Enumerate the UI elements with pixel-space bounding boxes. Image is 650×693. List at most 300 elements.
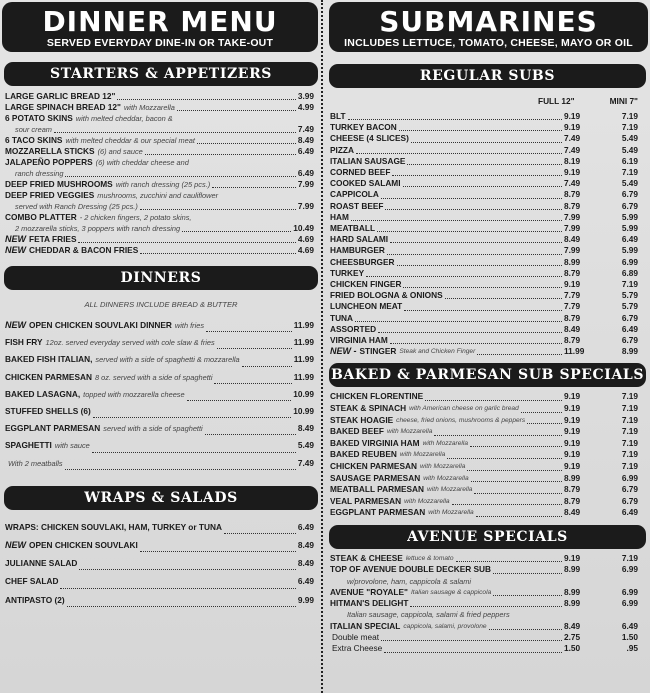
item-name: HITMAN'S DELIGHT [330, 598, 409, 609]
item-name: CHEDDAR & BACON FRIES [29, 245, 139, 255]
leader-dots [521, 403, 562, 413]
item-description: with Mozzarella [123, 103, 175, 112]
item-name: LARGE GARLIC BREAD 12" [5, 91, 116, 101]
submarines-column [325, 0, 650, 655]
item-name: TOP OF AVENUE DOUBLE DECKER SUB [330, 564, 492, 575]
item-name: CHICKEN FLORENTINE [330, 391, 424, 402]
item-name: EGGPLANT PARMESAN [5, 423, 101, 434]
price-mini: 6.49 [621, 507, 638, 518]
item-name: EGGPLANT PARMESAN [330, 507, 426, 518]
item-name: STINGER [359, 346, 397, 357]
price-full: 9.19 [564, 391, 581, 402]
price-mini: 1.50 [621, 632, 638, 643]
item-name: HAM [330, 211, 349, 222]
leader-dots [445, 290, 562, 299]
item-name: Extra Cheese [332, 643, 383, 654]
leader-dots [355, 313, 562, 322]
leader-dots [471, 473, 562, 483]
item-price: 7.99 [297, 179, 314, 189]
menu-item [0, 403, 322, 420]
leader-dots [467, 461, 562, 471]
leader-dots [403, 178, 562, 187]
menu-item [0, 102, 322, 113]
leader-dots [385, 201, 562, 210]
price-mini: .95 [626, 643, 638, 654]
price-full: 8.99 [564, 564, 581, 575]
wraps-list [0, 518, 322, 609]
leader-dots [348, 111, 562, 120]
price-full: 7.79 [564, 301, 581, 312]
leader-dots [411, 133, 562, 142]
dinners-note: ALL DINNERS INCLUDE BREAD & BUTTER [84, 300, 238, 309]
item-name: 6 POTATO SKINS [5, 113, 73, 123]
leader-dots [387, 245, 562, 254]
item-name: BAKED BEEF [330, 426, 384, 437]
leader-dots [407, 156, 562, 165]
dinner-subtitle: SERVED EVERYDAY DINE-IN OR TAKE-OUT [46, 37, 274, 49]
item-name: STEAK & CHEESE [330, 553, 403, 563]
price-full: 8.49 [564, 323, 581, 334]
price-full: 7.49 [564, 133, 581, 144]
item-price: 7.49 [297, 124, 314, 134]
price-full: 8.79 [564, 267, 581, 278]
menu-item [0, 157, 322, 168]
item-price: 8.49 [297, 558, 314, 569]
leader-dots [477, 346, 562, 355]
price-full: 8.99 [564, 598, 581, 609]
item-name: CAPPICOLA [330, 189, 379, 200]
price-mini: 7.19 [621, 437, 638, 448]
sub-item [325, 496, 650, 508]
item-price: 7.99 [297, 201, 314, 211]
menu-item [0, 212, 322, 223]
price-full: 8.79 [564, 484, 581, 495]
sub-item [325, 507, 650, 519]
item-name: JALAPEÑO POPPERS [5, 157, 93, 167]
sub-item [325, 621, 650, 632]
price-full: 7.49 [564, 178, 581, 189]
item-name: TUNA [330, 312, 354, 323]
leader-dots [425, 391, 562, 401]
item-price: 6.49 [297, 521, 314, 532]
item-name: STEAK & SPINACH [330, 403, 407, 414]
sub-item [325, 145, 650, 156]
price-full: 9.19 [564, 111, 581, 121]
item-description: with Mozzarella [386, 428, 433, 436]
price-mini: 6.99 [621, 598, 638, 609]
menu-item [0, 190, 322, 201]
sub-item [325, 223, 650, 234]
leader-dots [452, 496, 562, 506]
item-name: BLT [330, 111, 346, 121]
leader-dots [177, 110, 296, 111]
price-mini: 5.99 [621, 211, 638, 222]
regular-subs-list [325, 111, 650, 357]
price-mini: 5.99 [621, 223, 638, 234]
dinner-column [0, 0, 322, 609]
price-full: 7.49 [564, 144, 581, 155]
price-mini: 7.19 [621, 414, 638, 425]
price-mini: 8.99 [621, 346, 638, 357]
sub-item [325, 324, 650, 335]
leader-dots [117, 99, 295, 100]
price-mini: 6.79 [621, 495, 638, 506]
leader-dots [351, 212, 562, 221]
leader-dots [404, 301, 562, 310]
item-name: MOZZARELLA STICKS [5, 146, 95, 156]
leader-dots [60, 588, 295, 589]
item-name: FISH FRY [5, 337, 43, 348]
item-name: STUFFED SHELLS (6) [5, 406, 91, 417]
leader-dots [224, 533, 296, 534]
item-name: COOKED SALAMI [330, 178, 401, 189]
price-mini: 6.99 [621, 256, 638, 267]
price-mini: 6.79 [621, 312, 638, 323]
leader-dots [377, 223, 562, 232]
price-full: 9.19 [564, 279, 581, 290]
leader-dots [65, 176, 295, 177]
item-name: HARD SALAMI [330, 234, 389, 245]
sub-item [325, 484, 650, 496]
baked-heading: BAKED & PARMESAN SUB SPECIALS [329, 363, 646, 387]
price-full: 9.19 [564, 403, 581, 414]
item-price: 6.49 [297, 576, 314, 587]
item-description: mushrooms, zucchini and cauliflower [97, 191, 219, 200]
item-description-continued: ranch dressing [15, 169, 64, 178]
price-full: 8.99 [564, 256, 581, 267]
leader-dots [381, 632, 562, 641]
menu-item [0, 135, 322, 146]
item-name: STEAK HOAGIE [330, 414, 394, 425]
item-description: cheese, fried onions, mushrooms & peppers [396, 416, 526, 424]
item-price: 4.99 [297, 102, 314, 112]
sub-item [325, 156, 650, 167]
item-name: TURKEY [330, 267, 365, 278]
item-price: 10.49 [293, 223, 314, 233]
price-mini: 6.99 [621, 564, 638, 575]
price-mini: 6.19 [621, 155, 638, 166]
sub-item [325, 234, 650, 245]
item-description: with Mozzarella [399, 451, 446, 459]
item-name: CHICKEN PARMESAN [330, 461, 417, 472]
price-full: 7.79 [564, 290, 581, 301]
new-tag: NEW [5, 540, 26, 551]
leader-dots [205, 434, 296, 435]
item-description: with Mozzarella [423, 474, 469, 482]
item-price: 10.99 [293, 388, 314, 399]
sub-item [325, 201, 650, 212]
item-name: WRAPS: CHICKEN SOUVLAKI, HAM, TURKEY or TUNA [5, 521, 222, 532]
item-price: 8.49 [297, 423, 314, 434]
sub-item [325, 111, 650, 122]
sub-item [325, 335, 650, 346]
price-full: 9.19 [564, 449, 581, 460]
price-full: 8.19 [564, 155, 581, 166]
item-name: CORNED BEEF [330, 167, 391, 178]
leader-dots [403, 279, 562, 288]
sub-item [325, 279, 650, 290]
price-mini: 7.19 [621, 122, 638, 133]
price-full: 7.99 [564, 223, 581, 234]
item-name: ANTIPASTO (2) [5, 594, 65, 605]
subs-title-box [329, 2, 648, 52]
leader-dots [206, 331, 292, 332]
menu-item [0, 91, 322, 102]
item-description: With 2 meatballs [8, 458, 63, 468]
item-name: LUNCHEON MEAT [330, 301, 403, 312]
leader-dots [493, 587, 562, 596]
price-mini: 6.99 [621, 586, 638, 597]
item-price: 6.49 [297, 168, 314, 178]
price-full: 8.79 [564, 200, 581, 211]
avenue-subs-list [325, 553, 650, 655]
menu-item [0, 334, 322, 351]
sub-item [325, 415, 650, 427]
item-name: FRIED BOLOGNA & ONIONS [330, 290, 443, 301]
leader-dots [384, 643, 562, 652]
price-full: 2.75 [564, 632, 581, 643]
item-description: 8 oz. served with a side of spaghetti [94, 372, 213, 382]
price-mini: 7.19 [621, 167, 638, 178]
wraps-heading: WRAPS & SALADS [4, 486, 318, 510]
leader-dots [489, 621, 562, 630]
item-description: topped with mozzarella cheese [83, 389, 185, 399]
item-name: COMBO PLATTER [5, 212, 77, 222]
sub-item [325, 564, 650, 575]
menu-item [0, 179, 322, 190]
sub-item [325, 632, 650, 643]
dinners-list [0, 317, 322, 472]
starters-heading: STARTERS & APPETIZERS [4, 62, 318, 86]
sub-item [325, 461, 650, 473]
item-name: DEEP FRIED VEGGIES [5, 190, 95, 200]
item-description: served with a side of spaghetti [103, 424, 203, 434]
sub-item [325, 189, 650, 200]
price-mini: 5.99 [621, 245, 638, 256]
leader-dots [182, 231, 291, 232]
leader-dots [217, 348, 292, 349]
menu-item [0, 386, 322, 403]
item-name: OPEN CHICKEN SOUVLAKI [29, 540, 138, 551]
item-description: Italian sausage & cappicola [410, 588, 492, 596]
item-price: 4.69 [297, 245, 314, 255]
price-mini: 7.19 [621, 403, 638, 414]
item-name: PIZZA [330, 144, 354, 155]
price-mini: 6.99 [621, 472, 638, 483]
price-mini: 7.19 [621, 279, 638, 290]
leader-dots [65, 469, 296, 470]
leader-dots [54, 132, 296, 133]
leader-dots [399, 122, 562, 131]
item-price: 11.99 [293, 371, 314, 382]
item-description: Steak and Chicken Finger [399, 348, 476, 356]
price-full: 8.79 [564, 312, 581, 323]
item-name: VIRGINIA HAM [330, 335, 388, 346]
price-mini: 6.89 [621, 267, 638, 278]
leader-dots [470, 438, 562, 448]
item-name: CHEESE (4 SLICES) [330, 133, 409, 144]
price-full: 11.99 [564, 346, 585, 357]
item-price: 9.99 [297, 594, 314, 605]
leader-dots [79, 569, 295, 570]
item-price: 8.49 [297, 135, 314, 145]
sub-item [325, 598, 650, 609]
new-tag: NEW [5, 234, 26, 244]
leader-dots [214, 383, 291, 384]
price-full: 8.79 [564, 189, 581, 200]
menu-item [0, 518, 322, 536]
col-mini-label: MINI 7" [609, 96, 638, 106]
item-name: JULIANNE SALAD [5, 558, 78, 569]
baked-subs-list [325, 391, 650, 519]
avenue-heading: AVENUE SPECIALS [329, 525, 646, 549]
regular-subs-column-headers [325, 95, 650, 107]
item-price: 3.99 [297, 91, 314, 101]
item-name: ASSORTED [330, 323, 377, 334]
price-full: 7.99 [564, 211, 581, 222]
leader-dots [212, 187, 296, 188]
item-description: lettuce & tomato [405, 555, 454, 562]
item-price: 5.49 [297, 440, 314, 451]
leader-dots [410, 598, 562, 607]
price-mini: 7.19 [621, 391, 638, 402]
leader-dots [145, 154, 296, 155]
price-mini: 7.19 [621, 461, 638, 472]
price-mini: 7.19 [621, 449, 638, 460]
item-name: ITALIAN SAUSAGE [330, 155, 406, 166]
leader-dots [390, 335, 562, 344]
item-description: with Mozzarella [428, 509, 474, 517]
item-description: with melted cheddar & our special meat [65, 136, 195, 145]
menu-item [0, 591, 322, 609]
sub-item [325, 313, 650, 324]
price-full: 9.19 [564, 167, 581, 178]
item-price: 11.99 [293, 354, 314, 365]
price-full: 9.19 [564, 553, 581, 563]
leader-dots [187, 400, 292, 401]
leader-dots [378, 324, 562, 333]
item-name: CHICKEN PARMESAN [5, 371, 92, 382]
item-description: (6) and sauce [97, 147, 143, 156]
price-mini: 5.79 [621, 290, 638, 301]
menu-item [0, 369, 322, 386]
item-description: (6) with cheddar cheese and [95, 158, 189, 167]
item-name: MEATBALL [330, 223, 376, 234]
sub-item [325, 473, 650, 485]
sub-item [325, 449, 650, 461]
item-name: FETA FRIES [29, 234, 77, 244]
price-mini: 6.49 [621, 234, 638, 245]
leader-dots [197, 143, 296, 144]
sub-item [325, 133, 650, 144]
item-name: BAKED LASAGNA, [5, 388, 81, 399]
sub-item [325, 268, 650, 279]
price-mini: 6.79 [621, 189, 638, 200]
item-description: with Mozzarella [404, 497, 450, 505]
item-name: BAKED REUBEN [330, 449, 397, 460]
sub-item [325, 290, 650, 301]
item-price: 10.99 [293, 406, 314, 417]
item-description: with melted cheddar, bacon & [75, 114, 173, 123]
item-description-continued: Italian sausage, cappicola, salami & fried peppers [347, 610, 510, 620]
item-price: 6.49 [297, 146, 314, 156]
new-tag: NEW [5, 320, 26, 330]
price-full: 7.99 [564, 245, 581, 256]
menu-item [0, 437, 322, 454]
item-name: VEAL PARMESAN [330, 495, 402, 506]
item-name: ITALIAN SPECIAL [330, 620, 401, 631]
leader-dots [356, 145, 562, 154]
price-full: 8.99 [564, 586, 581, 597]
price-mini: 6.49 [621, 620, 638, 631]
menu-item [0, 234, 322, 245]
item-name: SAUSAGE PARMESAN [330, 472, 421, 483]
sub-item [325, 122, 650, 133]
price-mini: 5.79 [621, 301, 638, 312]
price-mini: 7.19 [621, 426, 638, 437]
sub-item [325, 553, 650, 564]
item-name: CHEF SALAD [5, 576, 59, 587]
price-full: 9.19 [564, 461, 581, 472]
item-name: DEEP FRIED MUSHROOMS [5, 179, 113, 189]
price-mini: 7.19 [621, 553, 638, 563]
price-full: 9.19 [564, 414, 581, 425]
price-full: 9.19 [564, 437, 581, 448]
item-description: served with a side of spaghetti & mozzarella [95, 355, 240, 365]
leader-dots [447, 449, 562, 459]
item-description: with ranch dressing (25 pcs.) [115, 180, 211, 189]
item-name: Double meat [332, 632, 380, 643]
menu-item [0, 146, 322, 157]
price-full: 8.49 [564, 507, 581, 518]
item-description-continued: sour cream [15, 125, 52, 134]
leader-dots [366, 268, 562, 277]
leader-dots [140, 253, 296, 254]
item-description: with Mozzarella [419, 463, 466, 471]
item-description: with American cheese on garlic bread [409, 405, 519, 413]
item-name: BAKED FISH ITALIAN, [5, 354, 93, 365]
price-mini: 6.79 [621, 484, 638, 495]
sub-item [325, 391, 650, 403]
menu-item [0, 536, 322, 554]
sub-item [325, 245, 650, 256]
menu-item [0, 554, 322, 572]
regular-subs-heading: REGULAR SUBS [329, 64, 646, 88]
new-tag: NEW - [330, 346, 357, 357]
menu-item [0, 245, 322, 256]
item-price: 7.49 [297, 457, 314, 468]
sub-item [325, 438, 650, 450]
price-mini: 7.19 [621, 111, 638, 121]
leader-dots [392, 167, 562, 176]
leader-dots [242, 366, 292, 367]
dinner-title: DINNER MENU [42, 5, 278, 38]
item-name: HAMBURGER [330, 245, 385, 256]
item-name: MEATBALL PARMESAN [330, 484, 425, 495]
price-full: 9.19 [564, 122, 581, 133]
price-mini: 5.49 [621, 178, 638, 189]
item-description-continued: 2 mozzarella sticks, 3 poppers with ranch dressing [15, 224, 181, 233]
price-full: 1.50 [564, 643, 581, 654]
item-name: SPAGHETTI [5, 440, 52, 451]
sub-item [325, 178, 650, 189]
item-name: CHICKEN FINGER [330, 279, 402, 290]
menu-item [0, 113, 322, 124]
item-name: AVENUE "ROYALE" [330, 586, 408, 597]
leader-dots [390, 234, 562, 243]
menu-item [0, 420, 322, 437]
menu-item-continued [0, 124, 322, 135]
